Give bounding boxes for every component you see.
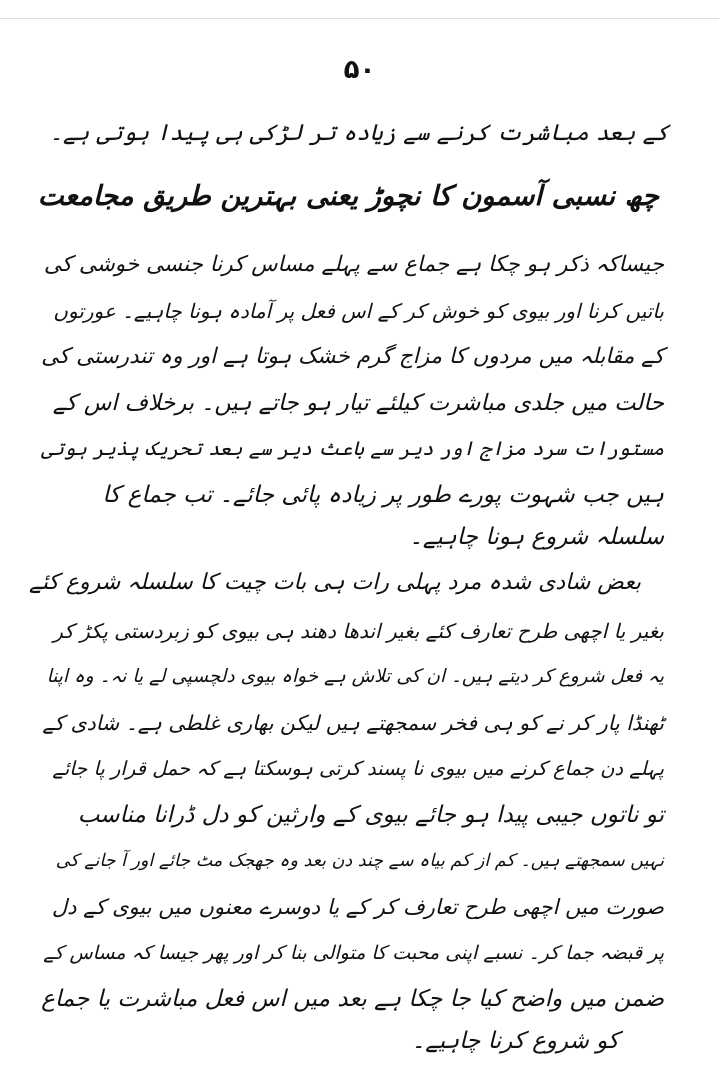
page-number: ۵۰ <box>343 55 376 85</box>
text-line: یہ فعل شروع کر دیتے ہیں۔ ان کی تلاش ہے خواہ بیوی دلچسپی لے یا نہ۔ وہ اپنا <box>46 666 664 687</box>
section-heading: چھ نسبی آسمون کا نچوڑ یعنی بہترین طریق مجامعت <box>37 180 659 212</box>
text-line: سلسلہ شروع ہونا چاہیے۔ <box>409 524 664 550</box>
text-line: مستورات سرد مزاج اور دیر سے باعث دیر سے بعد تحریک پذیر ہوتی <box>41 437 664 460</box>
text-line: ہیں جب شہوت پورے طور پر زیادہ پائی جائے۔ تب جماع کا <box>102 482 664 508</box>
text-line: بعض شادی شدہ مرد پہلی رات ہی بات چیت کا سلسلہ شروع کئے <box>28 570 641 595</box>
text-line: ٹھنڈا پار کر نے کو ہی فخر سمجھتے ہیں لیکن بھاری غلطی ہے۔ شادی کے <box>42 711 664 735</box>
text-line: تو ناتوں جیبی پیدا ہو جائے بیوی کے وارثین کو دل ڈرانا مناسب <box>77 802 664 828</box>
text-line: پہلے دن جماع کرنے میں بیوی نا پسند کرتی ہوسکتا ہے کہ حمل قرار پا جائے <box>52 757 664 780</box>
text-line: حالت میں جلدی مباشرت کیلئے تیار ہو جاتے ہیں۔ برخلاف اس کے <box>52 390 664 416</box>
text-line: ضمن میں واضح کیا جا چکا ہے بعد میں اس فعل مباشرت یا جماع <box>41 986 664 1012</box>
text-line: کے بعد مباشرت کرنے سے زیادہ تر لڑکی ہی پیدا ہوتی ہے۔ <box>49 120 669 146</box>
text-line: کو شروع کرنا چاہیے۔ <box>411 1028 619 1054</box>
text-line: پر قبضہ جما کر۔ نسبے اپنی محبت کا متوالی بنا کر اور پھر جیسا کہ مساس کے <box>43 942 664 964</box>
text-line: جیساکہ ذکر ہو چکا ہے جماع سے پہلے مساس کرنا جنسی خوشی کی <box>43 252 664 277</box>
text-line: صورت میں اچھی طرح تعارف کر کے یا دوسرے معنوں میں بیوی کے دل <box>51 895 664 919</box>
text-line: کے مقابلہ میں مردوں کا مزاج گرم خشک ہوتا ہے اور وہ تندرستی کی <box>41 344 664 369</box>
text-line: نہیں سمجھتے ہیں۔ کم از کم بیاہ سے چند دن بعد وہ جھجک مٹ جائے اور آ جانے کی <box>55 851 664 871</box>
page-edge-line <box>0 18 719 19</box>
text-line: باتیں کرنا اور بیوی کو خوش کر کے اس فعل پر آمادہ ہونا چاہیے۔ عورتوں <box>53 299 664 323</box>
text-line: بغیر یا اچھی طرح تعارف کئے بغیر اندھا دھند ہی بیوی کو زبردستی پکڑ کر <box>53 619 664 643</box>
